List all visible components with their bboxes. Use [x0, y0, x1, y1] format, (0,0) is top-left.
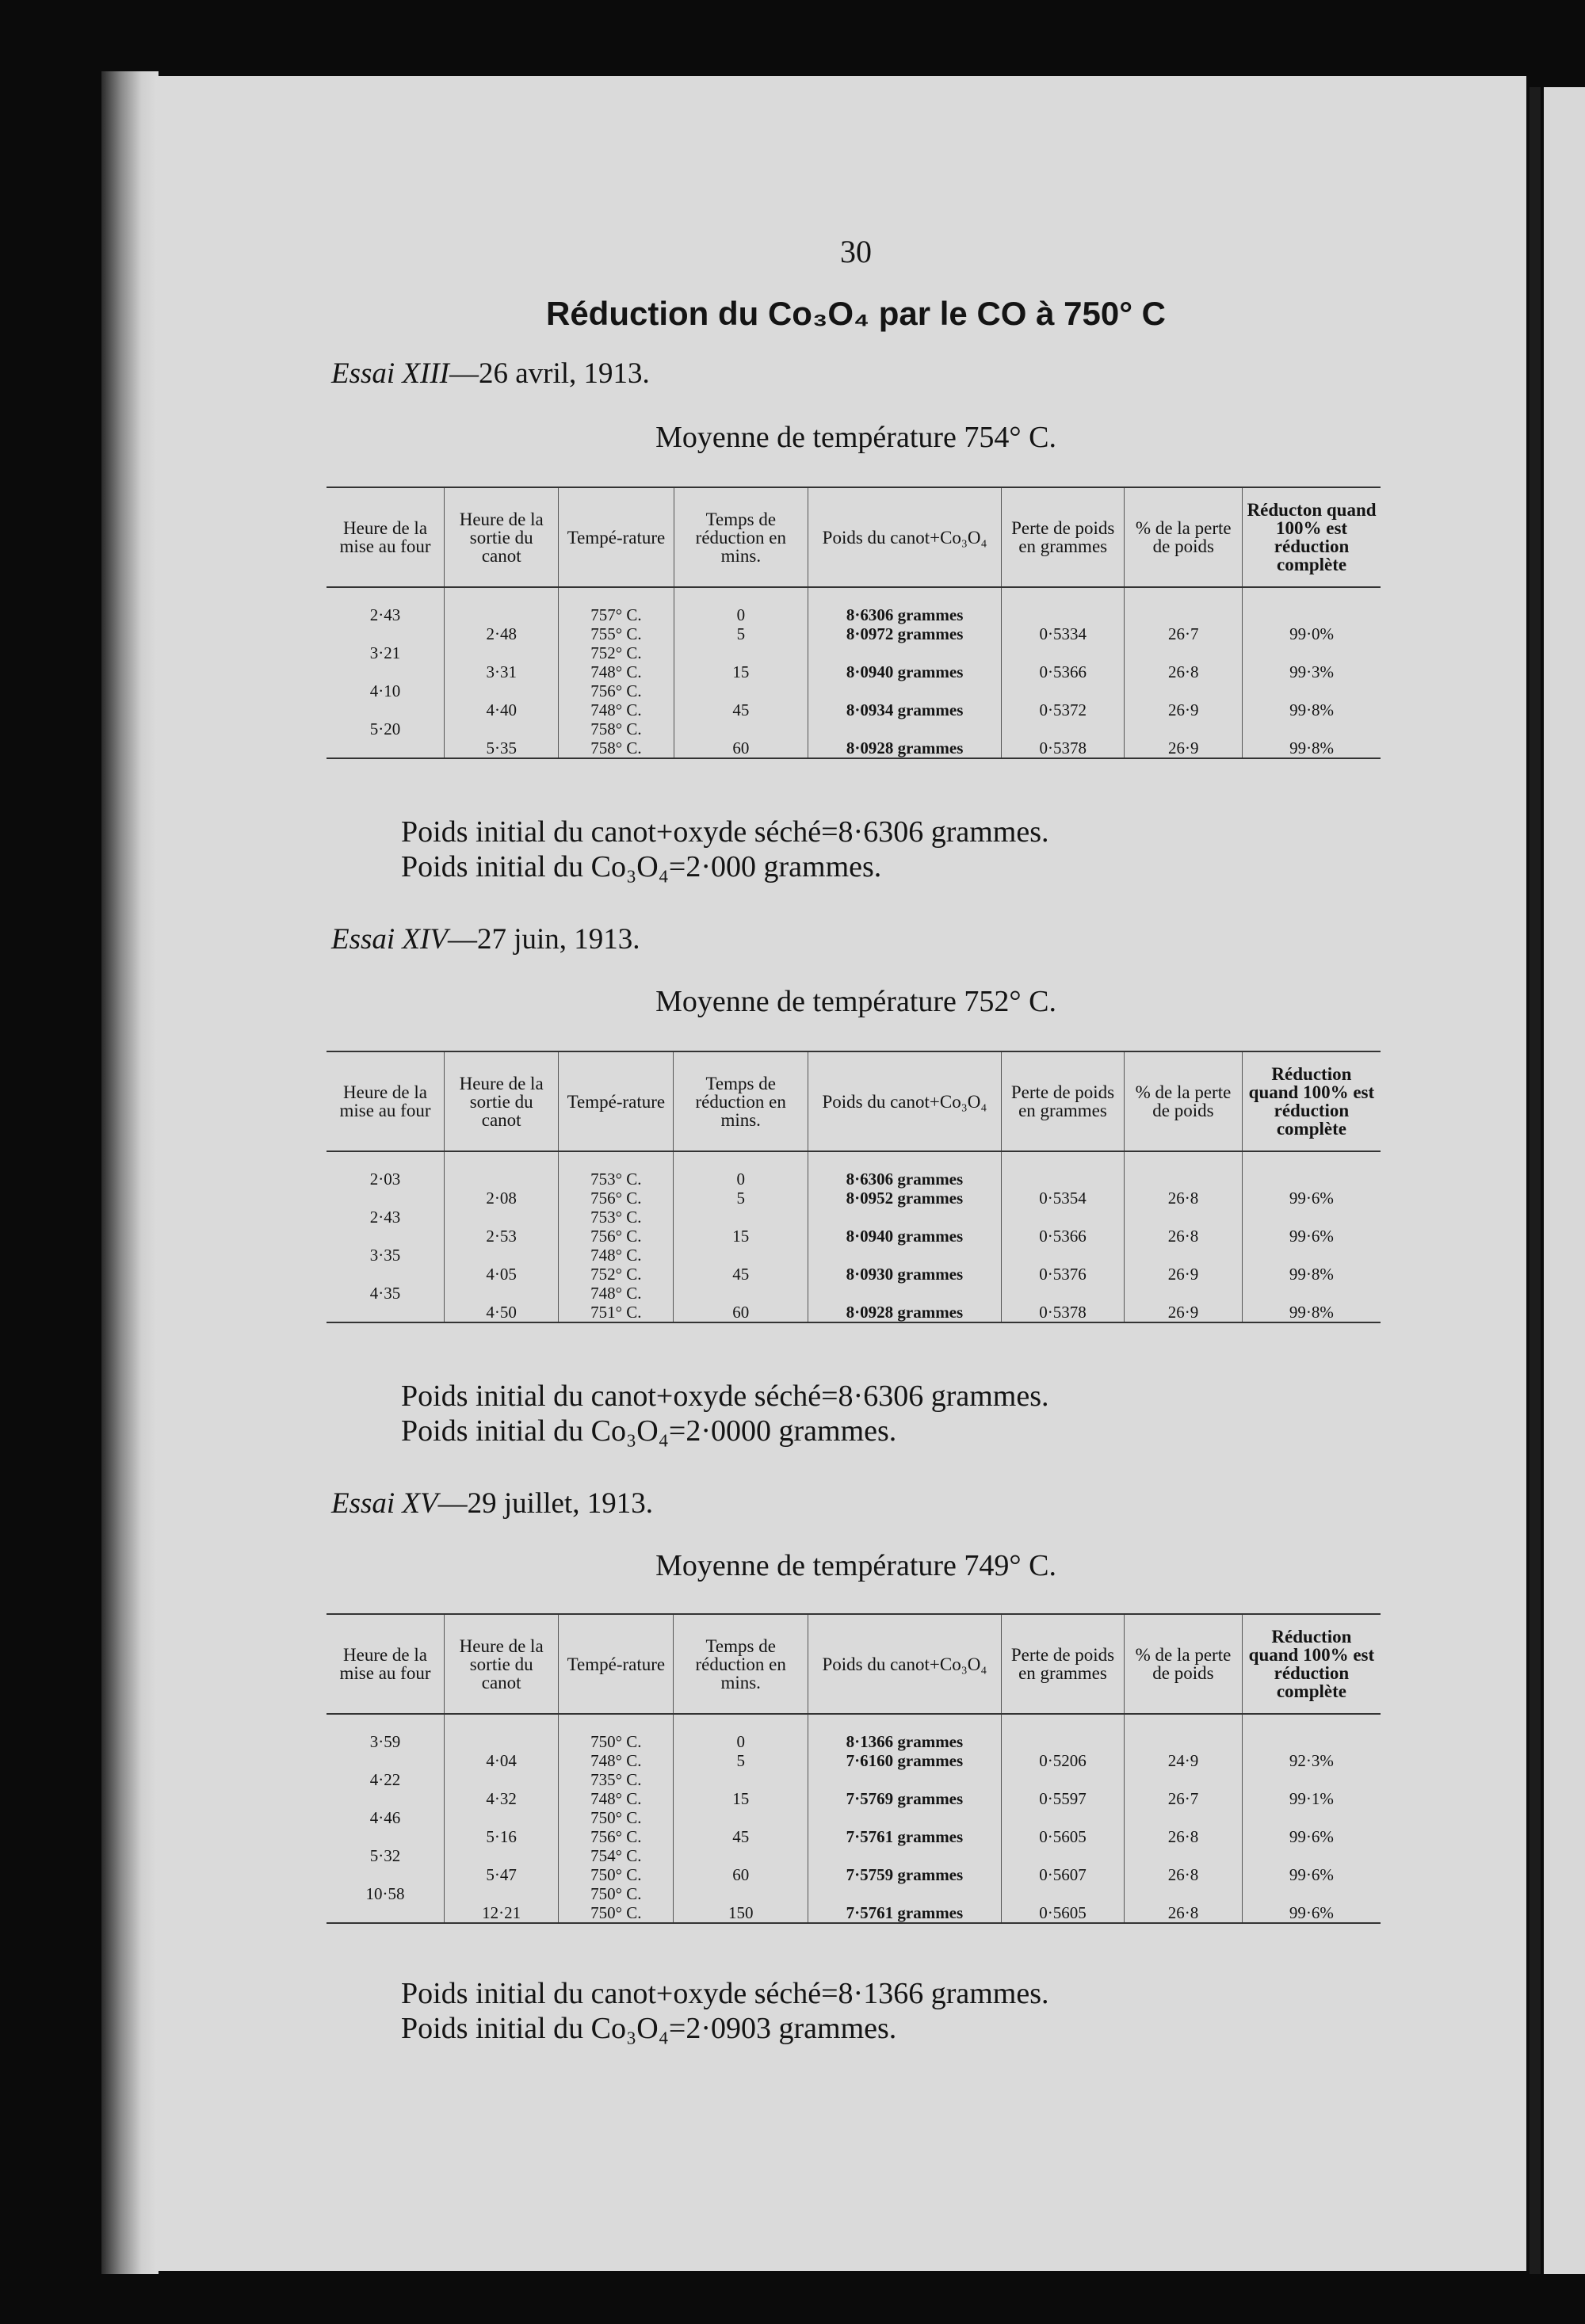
sortie-value: 2·48 [486, 624, 517, 643]
header-sortie: Heure de la sortie du canot [445, 1051, 559, 1151]
perte-value: 0·5372 [1039, 700, 1087, 719]
header-temperature: Tempé-rature [559, 487, 674, 587]
header-reduction: Réduction quand 100% est réduction complète [1242, 1051, 1381, 1151]
temp-value: 748° C. [590, 1284, 642, 1303]
temps-value: 5 [736, 624, 746, 643]
col-reduction [1242, 1732, 1381, 1923]
perte-value: 0·5605 [1039, 1827, 1087, 1846]
temps-value: 45 [732, 700, 750, 719]
reduction-value: 99·3% [1289, 662, 1335, 681]
header-mise: Heure de la mise au four [339, 1645, 431, 1683]
perte-value: 0·5607 [1039, 1865, 1087, 1884]
poids-value: 8·0928 grammes [846, 738, 964, 757]
temps-value: 15 [732, 1227, 750, 1246]
temps-value: 15 [732, 662, 750, 681]
header-temps: Temps de réduction en mins. [674, 1614, 808, 1714]
reduction-value: 99·1% [1289, 1789, 1334, 1808]
temps-value: 0 [736, 1732, 745, 1751]
col-poids [808, 1732, 1002, 1923]
header-poids: Poids du canot+Co₃O₄ [808, 1051, 1002, 1151]
essai-15-moyenne: Moyenne de température 749° C. [655, 1549, 1056, 1582]
col-mise [327, 605, 445, 758]
temp-value: 753° C. [590, 1170, 642, 1189]
pct-value: 24·9 [1167, 1751, 1199, 1770]
reduction-value: 99·8% [1289, 1303, 1334, 1322]
header-temps: Temps de réduction en mins. [674, 487, 808, 587]
poids-value: 8·6306 grammes [846, 1170, 964, 1189]
temps-value: 60 [732, 1865, 750, 1884]
adjacent-page-edge [1544, 87, 1585, 2274]
essai-14-label: Essai XIV [331, 923, 448, 956]
mise-value: 2·03 [369, 1170, 401, 1189]
essai-13-notes [401, 815, 1048, 884]
col-temps [674, 1170, 808, 1322]
col-temps [674, 605, 808, 758]
header-pct: % de la perte de poids [1125, 1614, 1243, 1714]
sortie-value: 5·47 [486, 1865, 517, 1884]
sortie-value: 3·31 [486, 662, 517, 681]
header-perte: Perte de poids en grammes [1001, 1614, 1124, 1714]
poids-value: 7·5761 grammes [846, 1827, 964, 1846]
col-poids [808, 1170, 1002, 1322]
header-sortie: Heure de la sortie du canot [445, 1614, 559, 1714]
scan-gutter [1530, 87, 1541, 2274]
header-perte: Perte de poids en grammes [1001, 1051, 1124, 1151]
mise-value: 2·43 [369, 605, 401, 624]
temps-value: 0 [736, 1170, 745, 1189]
note-poids-canot: Poids initial du canot+oxyde séché=8·6306 grammes. [401, 1380, 1049, 1413]
poids-value: 7·5759 grammes [846, 1865, 964, 1884]
header-temperature: Tempé-rature [559, 1614, 674, 1714]
temp-value: 752° C. [590, 1265, 642, 1284]
sortie-value: 4·32 [486, 1789, 517, 1808]
essai-15-date: —29 juillet, 1913. [437, 1487, 653, 1520]
header-mise: Heure de la mise au four [339, 1082, 431, 1120]
temp-value: 756° C. [590, 681, 642, 700]
essai-15-table [327, 1613, 1381, 1924]
sortie-value: 5·35 [486, 738, 517, 757]
poids-value: 7·5761 grammes [846, 1903, 964, 1922]
col-temperature [559, 1170, 674, 1322]
col-sortie [445, 1170, 559, 1322]
col-temps [674, 1732, 808, 1923]
mise-value: 10·58 [365, 1884, 405, 1903]
essai-15-label: Essai XV [331, 1487, 438, 1520]
perte-value: 0·5605 [1039, 1903, 1087, 1922]
poids-value: 8·0934 grammes [846, 700, 964, 719]
sortie-value: 2·53 [486, 1227, 517, 1246]
sortie-value: 12·21 [482, 1903, 521, 1922]
scan-left-edge [101, 71, 158, 2274]
mise-value: 5·20 [369, 719, 401, 738]
pct-value: 26·9 [1167, 1265, 1199, 1284]
perte-value: 0·5597 [1039, 1789, 1087, 1808]
poids-value: 8·0952 grammes [846, 1189, 964, 1208]
perte-value: 0·5206 [1039, 1751, 1087, 1770]
sortie-value: 4·05 [486, 1265, 517, 1284]
temps-value: 60 [732, 738, 750, 757]
mise-value: 4·46 [369, 1808, 401, 1827]
temp-value: 750° C. [590, 1808, 642, 1827]
temp-value: 750° C. [590, 1884, 642, 1903]
col-temperature [559, 605, 674, 758]
pct-value: 26·7 [1168, 624, 1199, 643]
temps-value: 45 [732, 1265, 750, 1284]
col-reduction [1242, 1170, 1381, 1322]
essai-14-table [327, 1051, 1381, 1323]
poids-value: 7·6160 grammes [846, 1751, 964, 1770]
reduction-value: 92·3% [1289, 1751, 1334, 1770]
poids-value: 8·6306 grammes [846, 605, 964, 624]
mise-value: 5·32 [369, 1846, 401, 1865]
header-poids: Poids du canot+Co₃O₄ [808, 487, 1002, 587]
mise-value: 3·59 [369, 1732, 401, 1751]
note-poids-oxyde: Poids initial du Co₃O₄=2·0903 grammes. [401, 2012, 897, 2045]
page-title: Réduction du Co₃O₄ par le CO à 750° C [545, 295, 1167, 332]
temps-value: 5 [736, 1751, 745, 1770]
reduction-value: 99·8% [1289, 738, 1335, 757]
essai-14-notes [401, 1379, 1048, 1448]
pct-value: 26·9 [1167, 1303, 1199, 1322]
essai-13-moyenne: Moyenne de température 754° C. [655, 421, 1056, 454]
header-mise: Heure de la mise au four [339, 518, 431, 556]
mise-value: 3·21 [369, 643, 401, 662]
reduction-value: 99·6% [1289, 1227, 1334, 1246]
temp-value: 748° C. [590, 700, 642, 719]
essai-14-date: —27 juin, 1913. [447, 923, 640, 956]
header-reduction: Réducton quand 100% est réduction complète [1243, 487, 1381, 587]
col-reduction [1243, 605, 1381, 758]
temps-value: 5 [736, 1189, 745, 1208]
temp-value: 753° C. [590, 1208, 642, 1227]
header-temps: Temps de réduction en mins. [674, 1051, 808, 1151]
col-temperature [559, 1732, 674, 1923]
header-pct: % de la perte de poids [1125, 1051, 1243, 1151]
poids-value: 8·0928 grammes [846, 1303, 964, 1322]
col-sortie [445, 1732, 559, 1923]
page-number: 30 [840, 234, 872, 269]
reduction-value: 99·8% [1289, 700, 1335, 719]
essai-13-table [327, 487, 1381, 759]
mise-value: 4·10 [369, 681, 401, 700]
note-poids-oxyde: Poids initial du Co₃O₄=2·0000 grammes. [401, 1414, 897, 1448]
sortie-value: 4·50 [486, 1303, 517, 1322]
mise-value: 4·35 [369, 1284, 401, 1303]
pct-value: 26·8 [1167, 1827, 1199, 1846]
temp-value: 757° C. [590, 605, 642, 624]
perte-value: 0·5366 [1039, 1227, 1087, 1246]
pct-value: 26·8 [1168, 662, 1199, 681]
header-temperature: Tempé-rature [559, 1051, 674, 1151]
temp-value: 755° C. [590, 624, 642, 643]
header-pct: % de la perte de poids [1125, 487, 1243, 587]
temp-value: 748° C. [590, 1789, 642, 1808]
col-poids [808, 605, 1002, 758]
mise-value: 4·22 [369, 1770, 401, 1789]
perte-value: 0·5334 [1039, 624, 1087, 643]
header-sortie: Heure de la sortie du canot [445, 487, 559, 587]
col-pct [1125, 605, 1243, 758]
pct-value: 26·7 [1167, 1789, 1199, 1808]
reduction-value: 99·6% [1289, 1865, 1334, 1884]
sortie-value: 4·04 [486, 1751, 517, 1770]
essai-14-moyenne: Moyenne de température 752° C. [655, 985, 1056, 1018]
temp-value: 735° C. [590, 1770, 642, 1789]
sortie-value: 2·08 [486, 1189, 517, 1208]
essai-13-heading [331, 357, 650, 391]
essai-13-label: Essai XIII [331, 357, 449, 390]
poids-value: 7·5769 grammes [846, 1789, 964, 1808]
temps-value: 150 [728, 1903, 754, 1922]
col-pct [1125, 1170, 1243, 1322]
mise-value: 3·35 [369, 1246, 401, 1265]
note-poids-canot: Poids initial du canot+oxyde séché=8·1366 grammes. [401, 1977, 1049, 2010]
temp-value: 758° C. [590, 738, 642, 757]
pct-value: 26·8 [1167, 1903, 1199, 1922]
col-mise [327, 1170, 445, 1322]
col-perte [1001, 1732, 1124, 1923]
reduction-value: 99·6% [1289, 1189, 1334, 1208]
col-perte [1002, 605, 1125, 758]
perte-value: 0·5354 [1039, 1189, 1087, 1208]
perte-value: 0·5378 [1039, 738, 1087, 757]
temps-value: 0 [736, 605, 746, 624]
essai-14-heading [331, 922, 640, 956]
temp-value: 751° C. [590, 1303, 642, 1322]
sortie-value: 5·16 [486, 1827, 517, 1846]
temp-value: 748° C. [590, 1246, 642, 1265]
temp-value: 752° C. [590, 643, 642, 662]
sortie-value: 4·40 [486, 700, 517, 719]
essai-13-date: —26 avril, 1913. [449, 357, 650, 390]
poids-value: 8·0940 grammes [846, 1227, 964, 1246]
perte-value: 0·5378 [1039, 1303, 1087, 1322]
pct-value: 26·9 [1168, 738, 1199, 757]
mise-value: 2·43 [369, 1208, 401, 1227]
header-perte: Perte de poids en grammes [1002, 487, 1125, 587]
poids-value: 8·0930 grammes [846, 1265, 964, 1284]
poids-value: 8·0972 grammes [846, 624, 964, 643]
poids-value: 8·0940 grammes [846, 662, 964, 681]
temps-value: 45 [732, 1827, 750, 1846]
col-perte [1001, 1170, 1124, 1322]
temp-value: 754° C. [590, 1846, 642, 1865]
temp-value: 750° C. [590, 1865, 642, 1884]
col-sortie [445, 605, 559, 758]
note-poids-oxyde: Poids initial du Co₃O₄=2·000 grammes. [401, 850, 882, 883]
pct-value: 26·8 [1167, 1227, 1199, 1246]
temp-value: 748° C. [590, 662, 642, 681]
col-mise [327, 1732, 445, 1923]
poids-value: 8·1366 grammes [846, 1732, 964, 1751]
essai-15-notes [401, 1976, 1048, 2046]
temp-value: 750° C. [590, 1732, 642, 1751]
header-reduction: Réduction quand 100% est réduction complète [1242, 1614, 1381, 1714]
col-pct [1125, 1732, 1243, 1923]
reduction-value: 99·6% [1289, 1827, 1334, 1846]
reduction-value: 99·8% [1289, 1265, 1334, 1284]
temp-value: 750° C. [590, 1903, 642, 1922]
pct-value: 26·8 [1167, 1865, 1199, 1884]
perte-value: 0·5376 [1039, 1265, 1087, 1284]
temps-value: 60 [732, 1303, 750, 1322]
reduction-value: 99·6% [1289, 1903, 1334, 1922]
temp-value: 756° C. [590, 1227, 642, 1246]
reduction-value: 99·0% [1289, 624, 1335, 643]
note-poids-canot: Poids initial du canot+oxyde séché=8·6306 grammes. [401, 815, 1049, 849]
temp-value: 748° C. [590, 1751, 642, 1770]
perte-value: 0·5366 [1039, 662, 1087, 681]
header-poids: Poids du canot+Co₃O₄ [808, 1614, 1002, 1714]
temp-value: 756° C. [590, 1189, 642, 1208]
temp-value: 758° C. [590, 719, 642, 738]
pct-value: 26·8 [1167, 1189, 1199, 1208]
essai-15-heading [331, 1486, 653, 1521]
temp-value: 756° C. [590, 1827, 642, 1846]
temps-value: 15 [732, 1789, 750, 1808]
pct-value: 26·9 [1168, 700, 1199, 719]
